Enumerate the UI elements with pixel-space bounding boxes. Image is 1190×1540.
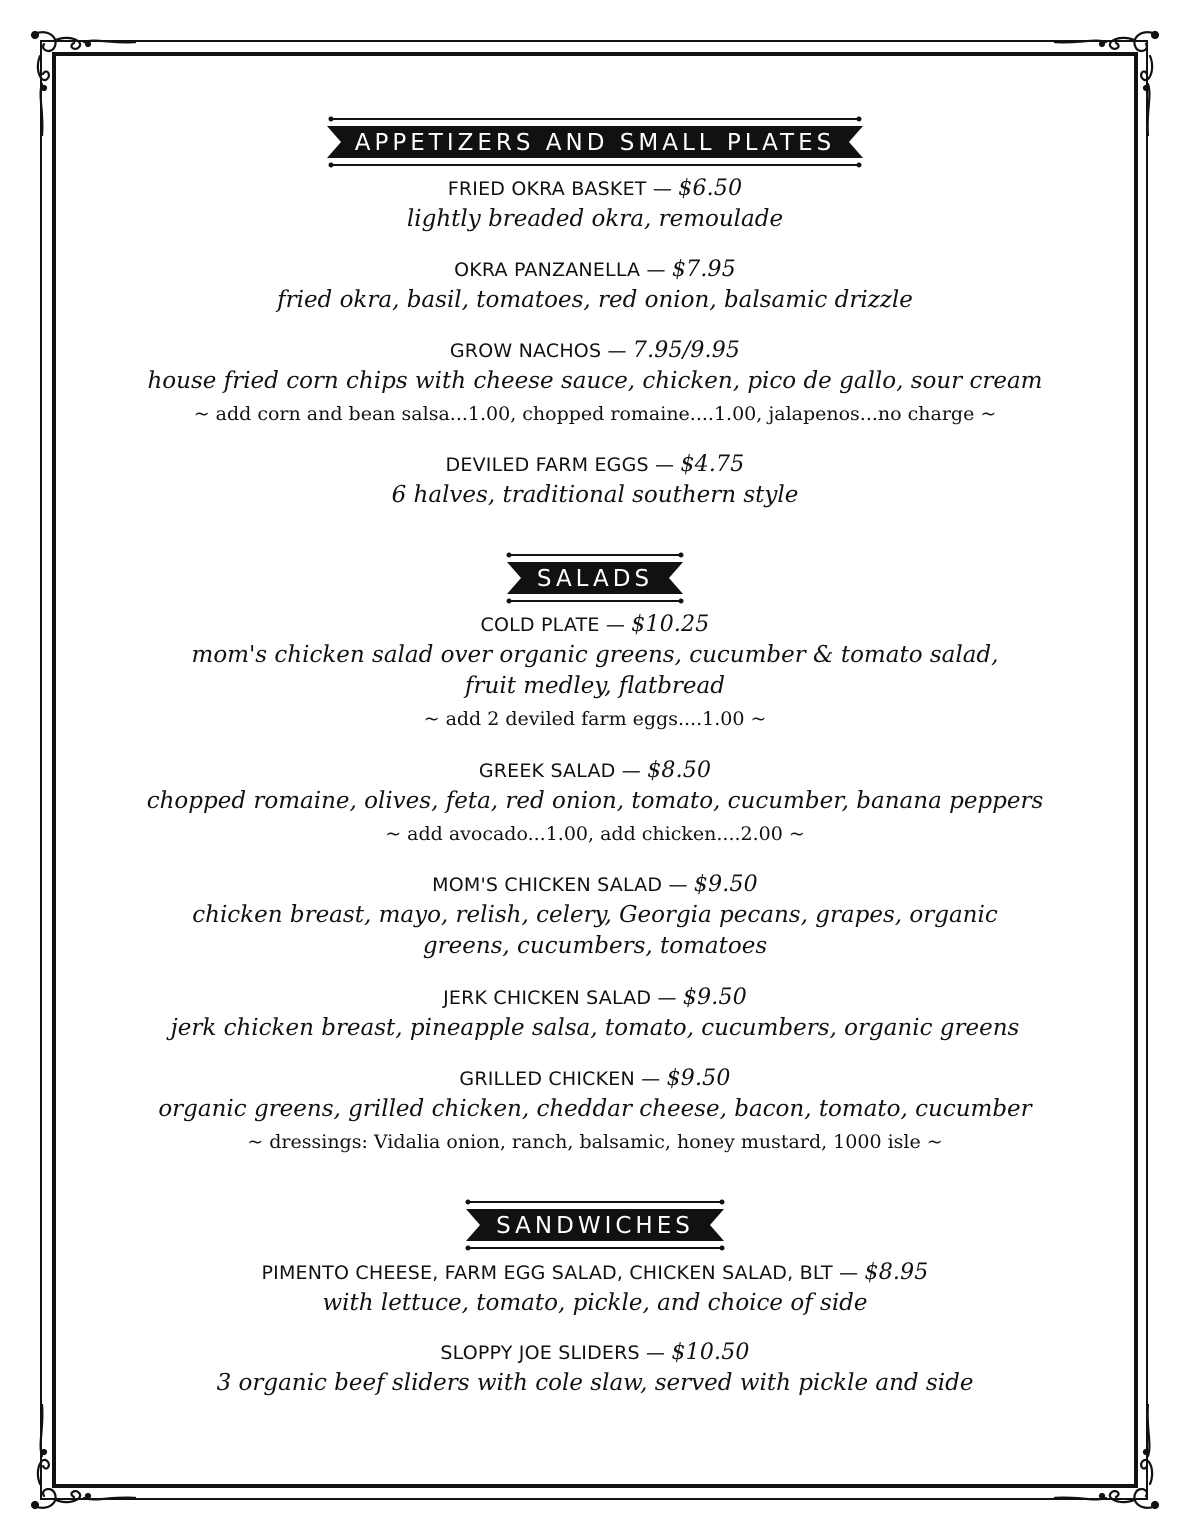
item-name: GREEK SALAD (478, 760, 616, 782)
item-name: DEVILED FARM EGGS (445, 454, 649, 476)
menu-item (60, 870, 1130, 962)
item-heading (60, 1338, 1130, 1368)
menu-item (60, 983, 1130, 1044)
item-description: jerk chicken breast, pineapple salsa, tomato, cucumbers, organic greens (170, 1015, 1020, 1041)
item-description: mom's chicken salad over organic greens, cucumber & tomato salad, fruit medley, flatbread (191, 642, 999, 699)
item-description: organic greens, grilled chicken, cheddar cheese, bacon, tomato, cucumber (158, 1096, 1032, 1122)
item-heading (60, 1258, 1130, 1288)
item-separator: — (646, 178, 679, 200)
item-description: 3 organic beef sliders with cole slaw, served with pickle and side (216, 1370, 974, 1396)
section-title: SALADS (536, 566, 654, 592)
menu-item (60, 450, 1130, 511)
corner-flourish-icon (26, 1404, 136, 1514)
item-separator: — (601, 340, 633, 362)
section-banner-appetizers (60, 116, 1130, 168)
item-name: JERK CHICKEN SALAD (443, 987, 652, 1009)
item-name: MOM'S CHICKEN SALAD (432, 874, 663, 896)
item-heading (60, 336, 1130, 366)
item-separator: — (662, 874, 694, 896)
section-banner-sandwiches (60, 1199, 1130, 1251)
item-heading (60, 174, 1130, 204)
item-price: $9.50 (693, 872, 758, 897)
item-price: $7.95 (671, 257, 736, 282)
item-name: GROW NACHOS (449, 340, 602, 362)
menu-item (60, 174, 1130, 235)
item-price: $9.50 (666, 1066, 731, 1091)
item-price: $9.50 (682, 985, 747, 1010)
item-description: lightly breaded okra, remoulade (406, 206, 784, 232)
item-heading (60, 756, 1130, 786)
menu-item (60, 610, 1130, 734)
item-name: SLOPPY JOE SLIDERS (440, 1342, 640, 1364)
item-description: 6 halves, traditional southern style (391, 482, 799, 508)
item-separator: — (651, 987, 683, 1009)
item-price: $8.95 (864, 1260, 929, 1285)
menu-item (60, 255, 1130, 316)
corner-flourish-icon (1054, 1404, 1164, 1514)
menu-item (60, 1064, 1130, 1157)
item-heading (60, 983, 1130, 1013)
menu-item (60, 336, 1130, 429)
menu-item (60, 1338, 1130, 1399)
item-separator: — (599, 614, 632, 636)
item-price: 7.95/9.95 (632, 338, 741, 363)
item-name: PIMENTO CHEESE, FARM EGG SALAD, CHICKEN SALAD, BLT (261, 1262, 833, 1284)
section-title: APPETIZERS AND SMALL PLATES (354, 130, 836, 156)
item-heading (60, 450, 1130, 480)
section-banner-salads (60, 552, 1130, 604)
item-price: $8.50 (647, 758, 712, 783)
item-description: fried okra, basil, tomatoes, red onion, balsamic drizzle (277, 287, 913, 313)
item-heading (60, 870, 1130, 900)
item-price: $10.50 (671, 1340, 750, 1365)
menu-item (60, 1258, 1130, 1319)
item-heading (60, 610, 1130, 640)
item-separator: — (640, 259, 672, 281)
item-name: GRILLED CHICKEN (459, 1068, 642, 1090)
item-description: house fried corn chips with cheese sauce, chicken, pico de gallo, sour cream (147, 368, 1043, 394)
item-note: ~ dressings: Vidalia onion, ranch, balsamic, honey mustard, 1000 isle ~ (247, 1131, 943, 1153)
item-name: COLD PLATE (480, 614, 600, 636)
item-separator: — (639, 1342, 672, 1364)
item-price: $6.50 (678, 176, 743, 201)
item-note: ~ add 2 deviled farm eggs....1.00 ~ (423, 708, 767, 730)
menu-item (60, 756, 1130, 849)
item-note: ~ add avocado...1.00, add chicken....2.00 ~ (385, 823, 805, 845)
section-title: SANDWICHES (496, 1213, 694, 1239)
item-price: $4.75 (680, 452, 745, 477)
item-separator: — (641, 1068, 667, 1090)
item-description: chicken breast, mayo, relish, celery, Georgia pecans, grapes, organic greens, cucumbers, tomatoes (192, 902, 998, 959)
item-note: ~ add corn and bean salsa...1.00, chopped romaine....1.00, jalapenos...no charge ~ (193, 403, 997, 425)
item-separator: — (615, 760, 648, 782)
item-separator: — (832, 1262, 865, 1284)
item-heading (60, 1064, 1130, 1094)
item-price: $10.25 (631, 612, 710, 637)
item-separator: — (648, 454, 681, 476)
item-description: chopped romaine, olives, feta, red onion, tomato, cucumber, banana peppers (146, 788, 1044, 814)
item-name: FRIED OKRA BASKET (447, 178, 647, 200)
item-description: with lettuce, tomato, pickle, and choice of side (322, 1290, 868, 1316)
item-heading (60, 255, 1130, 285)
item-name: OKRA PANZANELLA (454, 259, 641, 281)
